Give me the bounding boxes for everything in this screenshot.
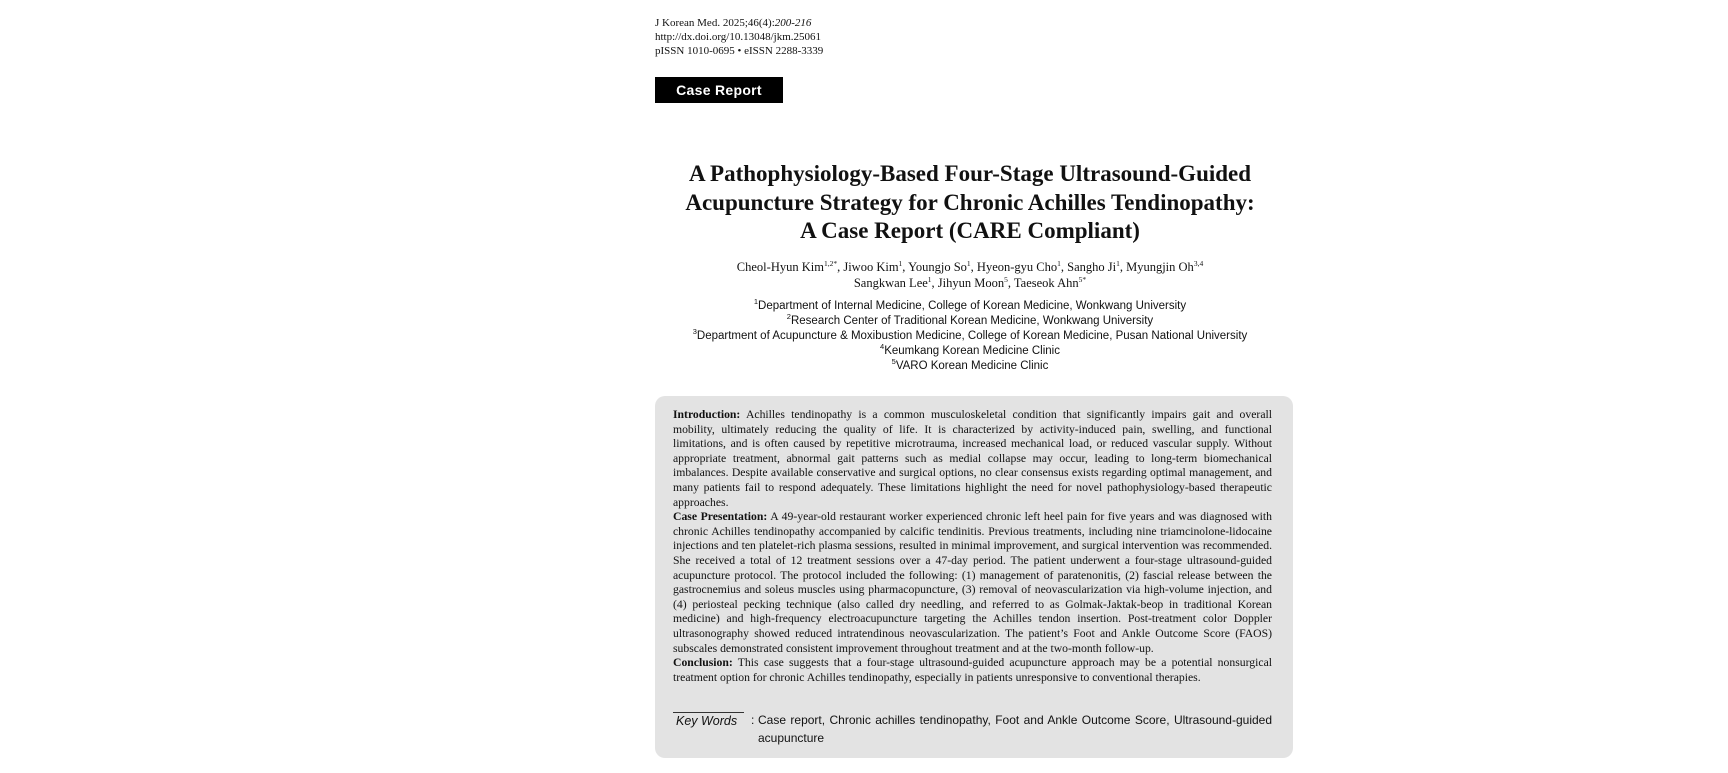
citation-prefix: J Korean Med. 2025;46(4): — [655, 17, 775, 29]
abstract — [673, 408, 1272, 685]
author-name: Hyeon-gyu Cho — [976, 260, 1058, 274]
case-text: A 49-year-old restaurant worker experienced chronic left heel pain for five years and was diagnosed with chronic Achilles tendinopathy accompanied by calcific tendinitis. Previous treatments, including nine triamcinolone-lidocaine injections and ten platelet-rich plasma sessions, resulted in minimal improvement, and surgical intervention was recommended. She received a total of 12 treatment sessions over a 47-day period. The patient underwent a four-stage ultrasound-guided acupuncture protocol. The protocol included the following: (1) management of paratenonitis, (2) fascial release between the gastrocnemius and soleus muscles using pharmacopuncture, (3) removal of neovascularization via high-volume injection, and (4) periosteal pecking technique (also called dry needling, and referred to as Golmak-Jaktak-beop in traditional Korean medicine) and high-frequency electroacupuncture targeting the Achilles tendon insertion. Post-treatment color Doppler ultrasonography showed reduced intratendinous neovascularization. The patient’s Foot and Ankle Outcome Score (FAOS) subscales demonstrated consistent improvement throughout treatment and at the two-month follow-up. — [673, 510, 1272, 655]
author-name: Sangkwan Lee — [853, 276, 928, 290]
affiliation-num: 4 — [880, 342, 885, 352]
affiliation-text: Keumkang Korean Medicine Clinic — [884, 345, 1060, 357]
keywords-colon: : — [751, 713, 755, 727]
introduction-heading: Introduction: — [673, 408, 741, 421]
title-line: A Pathophysiology-Based Four-Stage Ultrasound-Guided — [688, 161, 1252, 186]
author-affil-sup: 1 — [898, 258, 903, 268]
author-name: Myungjin Oh — [1126, 260, 1194, 274]
author-line-2: Sangkwan Lee$^1$, Jihyun Moon$^5$, Taeseok Ahn$^{5*}$ — [853, 274, 1087, 290]
case-heading: Case Presentation: — [673, 510, 768, 524]
affiliation — [660, 299, 1280, 314]
article-type-badge: Case Report — [655, 77, 783, 103]
author-name: Sangho Ji — [1067, 260, 1117, 274]
affiliation-text: Research Center of Traditional Korean Medicine, Wonkwang University — [790, 315, 1154, 327]
affiliation-num: 1 — [753, 297, 759, 307]
affiliation — [660, 359, 1280, 374]
keywords — [673, 712, 1273, 748]
journal-issn: pISSN 1010-0695 • eISSN 2288-3339 — [655, 45, 824, 57]
affiliation — [660, 314, 1280, 329]
affiliation-num: 3 — [692, 327, 697, 337]
introduction-text: Achilles tendinopathy is a common musculoskeletal condition that significantly impairs gait and overall mobility, ultimately reducing the quality of life. It is characterized by activity-induced pain, swelling, and functional limitations, and is often caused by repetitive microtrauma, increased mechanical load, or reduced vascular supply. Without appropriate treatment, abnormal gait patterns such as medial collapse may occur, leading to long-term biomechanical imbalances. Despite available conservative and surgical options, no clear consensus exists regarding optimal management, and many patients fail to respond adequately. These limitations highlight the need for novel pathophysiology-based therapeutic approaches. — [673, 408, 1272, 509]
author-affil-sup: 1 — [1057, 258, 1061, 268]
author-name: Jiwoo Kim — [843, 260, 899, 274]
author-affil-sup: 1,2* — [823, 258, 838, 268]
citation-pages: 200-216 — [774, 17, 812, 29]
affiliation-text: Department of Internal Medicine, College of Korean Medicine, Wonkwang University — [758, 300, 1187, 312]
title-line: A Case Report (CARE Compliant) — [800, 218, 1140, 243]
author-name: Cheol-Hyun Kim — [736, 260, 824, 274]
author-list — [660, 259, 1280, 291]
abstract-box — [655, 396, 1293, 758]
affiliation-text: Department of Acupuncture & Moxibustion Medicine, College of Korean Medicine, Pusan National University — [696, 330, 1248, 342]
affiliation — [660, 344, 1280, 359]
journal-citation — [655, 16, 823, 30]
author-affil-sup: 5 — [1004, 274, 1008, 284]
keywords-label: Key Words — [673, 712, 744, 731]
affiliation-list — [660, 299, 1280, 374]
abstract-case-presentation — [673, 510, 1272, 656]
author-name: Youngjo So — [908, 260, 967, 274]
affiliation-num: 2 — [786, 312, 791, 322]
author-affil-sup: 1 — [966, 258, 971, 268]
conclusion-heading: Conclusion: — [673, 656, 733, 670]
author-affil-sup: 1 — [927, 274, 932, 284]
journal-info — [655, 16, 823, 58]
author-line-1: Cheol-Hyun Kim$^{1,2*}$, Jiwoo Kim$^1$, Youngjo So$^1$, Hyeon-gyu Cho$^1$, Sangho Ji$^1$, Myungjin Oh$^{3,4}$ — [736, 258, 1204, 274]
paper-title — [670, 160, 1270, 246]
author-affil-sup: 5* — [1078, 274, 1087, 284]
keywords-text: Case report, Chronic achilles tendinopathy, Foot and Ankle Outcome Score, Ultrasound-guided acupuncture — [758, 713, 1272, 745]
journal-doi: http://dx.doi.org/10.13048/jkm.25061 — [655, 31, 822, 43]
author-affil-sup: 3,4 — [1193, 258, 1204, 268]
author-affil-sup: 1 — [1116, 258, 1120, 268]
affiliation-text: VARO Korean Medicine Clinic — [895, 360, 1049, 372]
affiliation — [660, 329, 1280, 344]
conclusion-text: This case suggests that a four-stage ultrasound-guided acupuncture approach may be a potential nonsurgical treatment option for chronic Achilles tendinopathy, especially in patients unresponsive to conventional therapies. — [673, 656, 1273, 684]
affiliation-num: 5 — [891, 357, 896, 367]
author-name: Taeseok Ahn — [1013, 276, 1079, 290]
title-line: Acupuncture Strategy for Chronic Achilles Tendinopathy: — [685, 189, 1255, 215]
abstract-introduction — [673, 408, 1272, 510]
author-name: Jihyun Moon — [937, 276, 1005, 290]
abstract-conclusion — [673, 656, 1272, 685]
